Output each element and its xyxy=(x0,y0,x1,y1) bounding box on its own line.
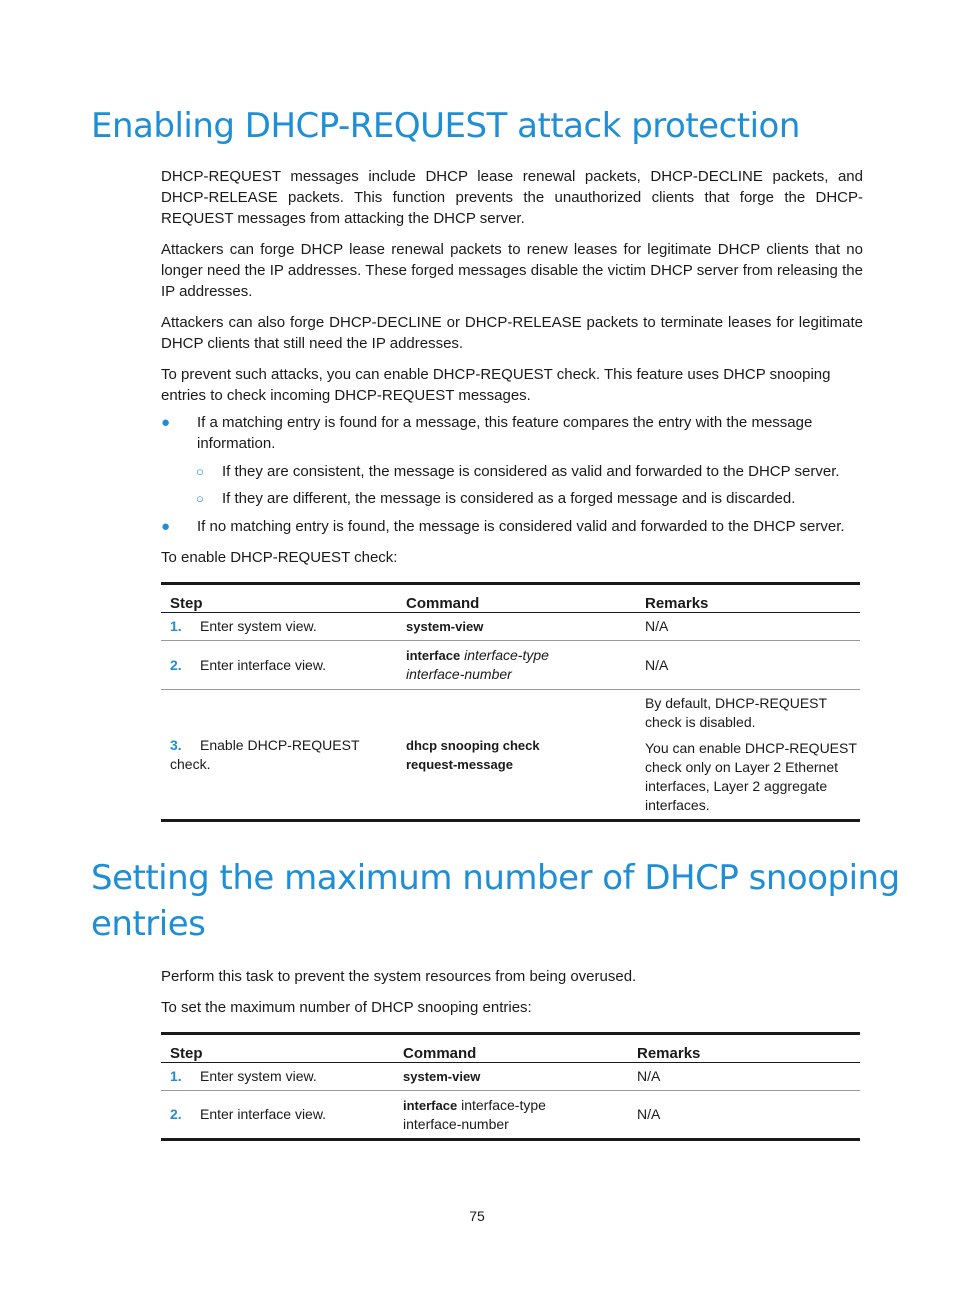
section-title-request-protection: Enabling DHCP-REQUEST attack protection xyxy=(91,106,800,146)
header-step: Step xyxy=(161,584,397,613)
bullet-dot-icon: ● xyxy=(161,518,171,535)
page-number: 75 xyxy=(469,1208,485,1224)
header-step: Step xyxy=(161,1034,394,1063)
remarks-cell: N/A xyxy=(636,641,860,690)
paragraph: Attackers can also forge DHCP-DECLINE or DHCP-RELEASE packets to terminate leases for legitimate DHCP clients that still need the IP addresses. xyxy=(161,314,863,352)
table-intro: To enable DHCP-REQUEST check: xyxy=(161,549,398,566)
table-header-row xyxy=(161,1034,860,1063)
bullet-circle-icon: ○ xyxy=(196,491,204,506)
step-cell: 2. Enter interface view. xyxy=(170,1106,327,1122)
header-remarks: Remarks xyxy=(628,1034,860,1063)
paragraph: Perform this task to prevent the system resources from being overused. xyxy=(161,968,637,985)
step-cell: 1. Enter system view. xyxy=(161,1063,394,1091)
command-cell: interface interface-type interface-number xyxy=(403,1096,546,1132)
paragraph: To prevent such attacks, you can enable DHCP-REQUEST check. This feature uses DHCP snooping entries to check incoming DHCP-REQUEST messages. xyxy=(161,366,831,404)
command-cell: system-view xyxy=(394,1063,628,1091)
command-cell: system-view xyxy=(397,613,636,641)
paragraph: Attackers can forge DHCP lease renewal packets to renew leases for legitimate DHCP clients that no longer need the IP addresses. These forged messages disable the victim DHCP server from releasing the IP addresses. xyxy=(161,241,863,300)
table-row xyxy=(161,1063,860,1091)
header-command: Command xyxy=(394,1034,628,1063)
step-cell: 3. Enable DHCP-REQUEST check. xyxy=(170,736,360,772)
remarks-cell: N/A xyxy=(637,1106,661,1122)
remarks-cell: By default, DHCP-REQUEST check is disabled. You can enable DHCP-REQUEST check only on Layer 2 Ethernet interfaces, Layer 2 aggregate interfaces. xyxy=(645,695,857,813)
table-intro: To set the maximum number of DHCP snooping entries: xyxy=(161,999,532,1016)
command-cell: interface interface-type interface-number xyxy=(397,641,636,690)
table-row xyxy=(161,1091,860,1140)
table-row xyxy=(161,690,860,821)
remarks-cell: N/A xyxy=(636,613,860,641)
paragraph: DHCP-REQUEST messages include DHCP lease renewal packets, DHCP-DECLINE packets, and DHCP-RELEASE packets. This function prevents the unauthorized clients that forge the DHCP-REQUEST messages from attacking the DHCP server. xyxy=(161,168,863,227)
step-cell: 1. Enter system view. xyxy=(161,613,397,641)
steps-table-request-check xyxy=(161,582,860,822)
bullet-dot-icon: ● xyxy=(161,414,171,431)
step-cell: 2. Enter interface view. xyxy=(161,641,397,690)
table-row xyxy=(161,641,860,690)
header-command: Command xyxy=(397,584,636,613)
steps-table-max-entries xyxy=(161,1032,860,1141)
command-cell: dhcp snooping check request-message xyxy=(406,737,540,772)
remarks-cell: N/A xyxy=(628,1063,860,1091)
table-row xyxy=(161,613,860,641)
header-remarks: Remarks xyxy=(636,584,860,613)
table-header-row xyxy=(161,584,860,613)
section-title-max-entries: Setting the maximum number of DHCP snooping entries xyxy=(91,858,900,944)
bullet-circle-icon: ○ xyxy=(196,464,204,479)
